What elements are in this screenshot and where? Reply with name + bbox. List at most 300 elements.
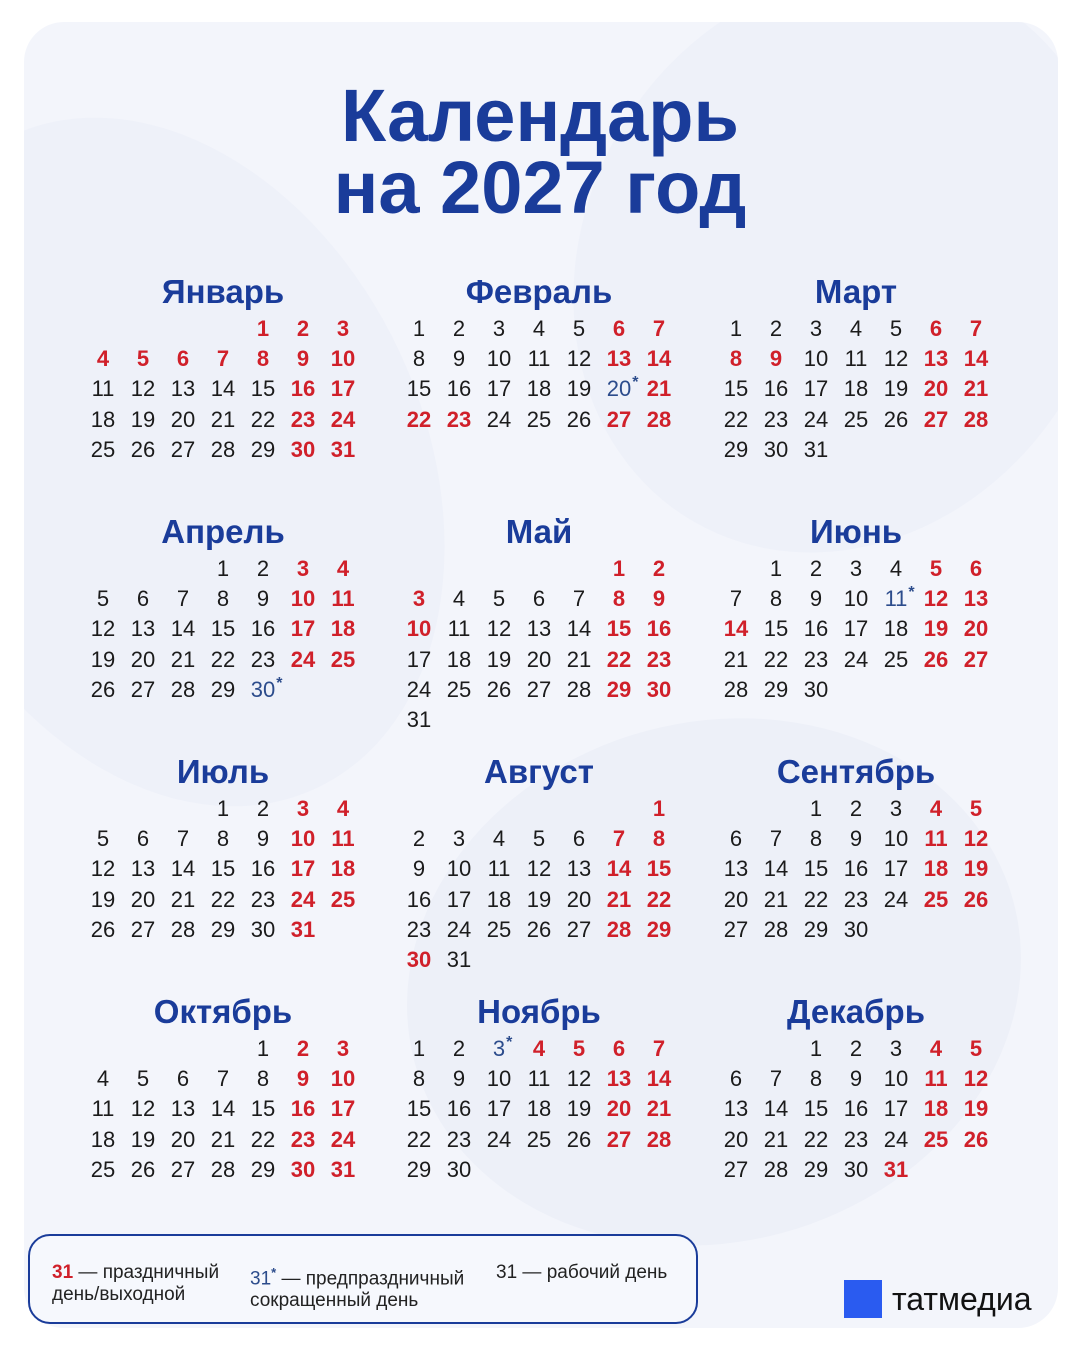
day-holiday: 12 xyxy=(963,1066,989,1092)
day-workday: 29 xyxy=(763,676,789,702)
day-holiday: 25 xyxy=(330,646,356,672)
day-holiday: 4 xyxy=(336,556,350,581)
day-workday: 20 xyxy=(130,886,156,912)
day-holiday: 19 xyxy=(963,856,989,882)
day-workday: 7 xyxy=(729,586,743,612)
empty-cell xyxy=(163,314,203,344)
day-workday: 9 xyxy=(256,826,270,852)
day-holiday: 11 xyxy=(924,826,948,852)
day-workday: 30 xyxy=(250,916,276,942)
day-holiday: 6 xyxy=(969,556,983,581)
day-holiday: 15 xyxy=(646,856,672,882)
day-workday: 14 xyxy=(763,1096,789,1122)
day-workday: 15 xyxy=(250,376,276,402)
day-workday: 6 xyxy=(136,586,150,612)
day-workday: 6 xyxy=(136,826,150,852)
month-block xyxy=(399,272,679,435)
day-holiday: 3 xyxy=(412,586,426,612)
empty-cell xyxy=(203,314,243,344)
day-workday: 1 xyxy=(412,1036,426,1061)
day-holiday: 13 xyxy=(606,346,632,372)
day-workday: 24 xyxy=(803,406,829,432)
empty-cell xyxy=(163,554,203,584)
empty-cell xyxy=(479,554,519,584)
day-workday: 6 xyxy=(729,1066,743,1092)
empty-cell xyxy=(756,794,796,824)
day-workday: 21 xyxy=(566,646,592,672)
day-workday: 29 xyxy=(250,1156,276,1182)
day-workday: 24 xyxy=(843,646,869,672)
day-workday: 8 xyxy=(256,1066,270,1092)
day-workday: 11 xyxy=(844,346,868,372)
day-holiday: 14 xyxy=(646,1066,672,1092)
day-workday: 24 xyxy=(486,1126,512,1152)
day-holiday: 19 xyxy=(963,1096,989,1122)
day-workday: 27 xyxy=(130,916,156,942)
month-name: Декабрь xyxy=(787,993,925,1030)
day-workday: 12 xyxy=(883,346,909,372)
month-days-grid xyxy=(83,314,363,465)
month-days-grid xyxy=(716,554,996,705)
day-workday: 2 xyxy=(849,1036,863,1061)
day-workday: 8 xyxy=(216,586,230,612)
empty-cell xyxy=(519,794,559,824)
day-holiday: 27 xyxy=(923,406,949,432)
day-holiday: 24 xyxy=(290,886,316,912)
empty-cell xyxy=(83,314,123,344)
day-holiday: 13 xyxy=(963,586,989,612)
day-holiday: 27 xyxy=(606,1126,632,1152)
empty-cell xyxy=(559,794,599,824)
day-workday: 8 xyxy=(216,826,230,852)
day-holiday: 5 xyxy=(136,346,150,372)
day-workday: 2 xyxy=(256,796,270,821)
day-workday: 28 xyxy=(170,916,196,942)
day-holiday: 19 xyxy=(923,616,949,642)
day-holiday: 22 xyxy=(406,406,432,432)
day-workday: 8 xyxy=(769,586,783,612)
day-workday: 28 xyxy=(723,676,749,702)
day-holiday: 7 xyxy=(969,316,983,341)
day-workday: 5 xyxy=(96,586,110,612)
day-holiday: 14 xyxy=(606,856,632,882)
day-holiday: 2 xyxy=(296,316,310,341)
day-workday: 23 xyxy=(843,1126,869,1152)
day-workday: 30 xyxy=(843,916,869,942)
day-workday: 16 xyxy=(803,616,829,642)
day-workday: 23 xyxy=(803,646,829,672)
day-workday: 2 xyxy=(809,556,823,581)
day-workday: 14 xyxy=(566,616,592,642)
day-holiday: 4 xyxy=(336,796,350,821)
day-holiday: 17 xyxy=(290,856,316,882)
day-workday: 6 xyxy=(729,826,743,852)
day-workday: 22 xyxy=(210,646,236,672)
day-workday: 11 xyxy=(447,616,471,642)
day-workday: 25 xyxy=(526,406,552,432)
day-workday: 17 xyxy=(883,1096,909,1122)
day-workday: 13 xyxy=(526,616,552,642)
day-workday: 15 xyxy=(250,1096,276,1122)
month-name: Март xyxy=(814,273,898,310)
day-holiday: 5 xyxy=(969,1036,983,1061)
day-workday: 25 xyxy=(446,676,472,702)
day-holiday: 31 xyxy=(883,1156,909,1182)
day-holiday: 4 xyxy=(96,346,110,372)
day-workday: 20 xyxy=(566,886,592,912)
day-holiday: 7 xyxy=(612,826,626,852)
day-workday: 1 xyxy=(729,316,743,341)
day-workday: 27 xyxy=(526,676,552,702)
month-days-grid xyxy=(83,554,363,705)
day-holiday: 23 xyxy=(290,1126,316,1152)
day-holiday: 30 xyxy=(290,436,316,462)
empty-cell xyxy=(83,554,123,584)
day-holiday: 2 xyxy=(652,556,666,581)
preholiday-star: * xyxy=(908,584,915,602)
day-holiday: 7 xyxy=(652,316,666,341)
day-workday: 2 xyxy=(412,826,426,852)
day-holiday: 10 xyxy=(290,586,316,612)
square-logo-icon xyxy=(844,1280,882,1318)
day-holiday: 18 xyxy=(330,856,356,882)
month-days-grid xyxy=(399,314,679,435)
day-holiday: 8 xyxy=(729,346,743,372)
day-workday: 10 xyxy=(883,1066,909,1092)
day-workday: 11 xyxy=(527,1066,551,1092)
legend-workday-text: 31 — рабочий день xyxy=(496,1262,668,1283)
empty-cell xyxy=(123,1034,163,1064)
day-holiday: 23 xyxy=(446,406,472,432)
month-block xyxy=(716,512,996,705)
day-workday: 19 xyxy=(130,406,156,432)
day-workday: 22 xyxy=(406,1126,432,1152)
day-workday: 18 xyxy=(883,616,909,642)
empty-cell xyxy=(559,554,599,584)
preholiday-star: * xyxy=(632,374,639,392)
month-name: Апрель xyxy=(161,513,285,550)
day-workday: 22 xyxy=(763,646,789,672)
day-workday: 19 xyxy=(566,376,592,402)
day-workday: 27 xyxy=(170,436,196,462)
day-workday: 8 xyxy=(412,346,426,372)
day-workday: 13 xyxy=(130,856,156,882)
legend-preholiday-text-1: — предпраздничный xyxy=(281,1268,465,1290)
decorative-blob xyxy=(347,651,1058,1314)
day-workday: 21 xyxy=(210,1126,236,1152)
month-block xyxy=(83,272,363,465)
day-workday: 27 xyxy=(170,1156,196,1182)
day-workday: 4 xyxy=(96,1066,110,1092)
day-workday: 3 xyxy=(889,1036,903,1061)
day-holiday: 14 xyxy=(646,346,672,372)
legend-holiday xyxy=(52,1262,219,1306)
day-workday: 23 xyxy=(446,1126,472,1152)
day-workday: 15 xyxy=(210,616,236,642)
empty-cell xyxy=(123,314,163,344)
day-holiday: 20 xyxy=(963,616,989,642)
day-holiday: 14 xyxy=(963,346,989,372)
day-workday: 16 xyxy=(446,376,472,402)
day-workday: 30 xyxy=(843,1156,869,1182)
day-holiday: 16 xyxy=(646,616,672,642)
day-holiday: 29 xyxy=(646,916,672,942)
legend xyxy=(28,1234,698,1324)
day-workday: 5 xyxy=(532,826,546,852)
day-holiday: 12 xyxy=(963,826,989,852)
day-holiday: 15 xyxy=(606,616,632,642)
day-workday: 22 xyxy=(210,886,236,912)
month-block xyxy=(399,992,679,1185)
day-holiday: 4 xyxy=(929,796,943,821)
day-workday: 18 xyxy=(486,886,512,912)
day-workday: 9 xyxy=(256,586,270,612)
day-workday: 4 xyxy=(452,586,466,612)
day-workday: 20 xyxy=(723,1126,749,1152)
day-workday: 1 xyxy=(216,556,230,581)
day-holiday: 21 xyxy=(646,376,672,402)
day-workday: 17 xyxy=(843,616,869,642)
day-holiday: 11 xyxy=(924,1066,948,1092)
empty-cell xyxy=(163,794,203,824)
day-holiday: 28 xyxy=(963,406,989,432)
empty-cell xyxy=(399,794,439,824)
day-holiday: 22 xyxy=(646,886,672,912)
day-holiday: 9 xyxy=(769,346,783,372)
month-days-grid xyxy=(83,794,363,945)
day-holiday: 30 xyxy=(290,1156,316,1182)
day-workday: 21 xyxy=(763,1126,789,1152)
day-holiday: 22 xyxy=(606,646,632,672)
day-workday: 31 xyxy=(406,706,432,732)
day-workday: 4 xyxy=(849,316,863,341)
day-workday: 29 xyxy=(723,436,749,462)
day-holiday: 17 xyxy=(330,1096,356,1122)
day-workday: 19 xyxy=(90,886,116,912)
day-holiday: 5 xyxy=(969,796,983,821)
empty-cell xyxy=(83,1034,123,1064)
day-holiday: 11 xyxy=(331,826,355,852)
day-workday: 19 xyxy=(486,646,512,672)
day-workday: 20 xyxy=(170,406,196,432)
day-holiday: 9 xyxy=(296,346,310,372)
day-holiday: 30 xyxy=(646,676,672,702)
day-holiday: 6 xyxy=(612,1036,626,1061)
day-workday: 29 xyxy=(210,676,236,702)
day-holiday: 13 xyxy=(606,1066,632,1092)
day-holiday: 1 xyxy=(256,316,270,341)
day-holiday: 27 xyxy=(963,646,989,672)
day-workday: 26 xyxy=(486,676,512,702)
empty-cell xyxy=(756,1034,796,1064)
day-workday: 7 xyxy=(769,826,783,852)
day-workday: 20 xyxy=(526,646,552,672)
empty-cell xyxy=(519,554,559,584)
day-workday: 19 xyxy=(526,886,552,912)
empty-cell xyxy=(599,794,639,824)
day-holiday: 9 xyxy=(296,1066,310,1092)
empty-cell xyxy=(203,1034,243,1064)
day-workday: 13 xyxy=(566,856,592,882)
day-workday: 23 xyxy=(843,886,869,912)
day-holiday: 2 xyxy=(296,1036,310,1061)
brand-name: татмедиа xyxy=(892,1281,1032,1317)
day-workday: 11 xyxy=(527,346,551,372)
empty-cell xyxy=(123,794,163,824)
day-holiday: 18 xyxy=(923,856,949,882)
day-workday: 30 xyxy=(446,1156,472,1182)
day-holiday: 1 xyxy=(612,556,626,581)
empty-cell xyxy=(716,1034,756,1064)
day-workday: 15 xyxy=(406,376,432,402)
day-workday: 21 xyxy=(170,646,196,672)
day-workday: 29 xyxy=(406,1156,432,1182)
day-workday: 12 xyxy=(566,346,592,372)
empty-cell xyxy=(716,794,756,824)
page-title-line-2: на 2027 год xyxy=(333,146,747,229)
day-workday: 29 xyxy=(803,1156,829,1182)
day-holiday: 4 xyxy=(929,1036,943,1061)
preholiday-star: * xyxy=(506,1034,513,1051)
day-workday: 11 xyxy=(91,376,115,402)
day-holiday: 5 xyxy=(572,1036,586,1061)
day-workday: 25 xyxy=(526,1126,552,1152)
day-workday: 3 xyxy=(492,316,506,341)
day-workday: 16 xyxy=(250,856,276,882)
day-workday: 14 xyxy=(763,856,789,882)
day-workday: 26 xyxy=(90,916,116,942)
day-workday: 12 xyxy=(130,376,156,402)
day-holiday: 6 xyxy=(176,346,190,372)
day-workday: 26 xyxy=(883,406,909,432)
day-workday: 16 xyxy=(843,1096,869,1122)
day-workday: 5 xyxy=(492,586,506,612)
day-workday: 14 xyxy=(210,376,236,402)
day-workday: 22 xyxy=(803,886,829,912)
day-holiday: 16 xyxy=(290,1096,316,1122)
day-holiday: 10 xyxy=(406,616,432,642)
day-workday: 26 xyxy=(566,406,592,432)
day-preholiday: 11 * xyxy=(876,584,916,614)
day-holiday: 9 xyxy=(652,586,666,612)
month-name: Май xyxy=(505,513,573,550)
day-workday: 5 xyxy=(889,316,903,341)
day-holiday: 13 xyxy=(923,346,949,372)
day-holiday: 4 xyxy=(532,1036,546,1061)
day-holiday: 26 xyxy=(963,1126,989,1152)
day-workday: 3 xyxy=(452,826,466,852)
day-workday: 10 xyxy=(843,586,869,612)
day-workday: 27 xyxy=(566,916,592,942)
day-holiday: 31 xyxy=(330,436,356,462)
day-holiday: 17 xyxy=(330,376,356,402)
day-holiday: 7 xyxy=(652,1036,666,1061)
legend-holiday-text-1: — праздничный xyxy=(78,1262,220,1283)
day-workday: 19 xyxy=(566,1096,592,1122)
day-workday: 3 xyxy=(809,316,823,341)
day-holiday: 12 xyxy=(923,586,949,612)
day-holiday: 18 xyxy=(923,1096,949,1122)
day-workday: 1 xyxy=(809,796,823,821)
legend-preholiday xyxy=(250,1262,464,1312)
day-workday: 17 xyxy=(406,646,432,672)
day-workday: 3 xyxy=(849,556,863,581)
day-holiday: 24 xyxy=(290,646,316,672)
day-holiday: 31 xyxy=(330,1156,356,1182)
day-holiday: 20 xyxy=(923,376,949,402)
day-workday: 10 xyxy=(883,826,909,852)
day-holiday: 3 xyxy=(336,316,350,341)
day-holiday: 6 xyxy=(612,316,626,341)
day-workday: 12 xyxy=(90,616,116,642)
day-workday: 5 xyxy=(572,316,586,341)
day-workday: 7 xyxy=(769,1066,783,1092)
day-holiday: 30 xyxy=(406,946,432,972)
day-workday: 25 xyxy=(883,646,909,672)
day-workday: 21 xyxy=(763,886,789,912)
day-workday: 26 xyxy=(130,436,156,462)
day-workday: 13 xyxy=(170,1096,196,1122)
day-holiday: 21 xyxy=(963,376,989,402)
day-workday: 18 xyxy=(90,1126,116,1152)
day-holiday: 3 xyxy=(336,1036,350,1061)
month-days-grid xyxy=(83,1034,363,1185)
day-workday: 22 xyxy=(803,1126,829,1152)
day-workday: 28 xyxy=(763,916,789,942)
day-workday: 23 xyxy=(763,406,789,432)
day-workday: 24 xyxy=(446,916,472,942)
day-holiday: 6 xyxy=(929,316,943,341)
day-holiday: 18 xyxy=(330,616,356,642)
month-name: Июль xyxy=(176,753,270,790)
day-workday: 25 xyxy=(90,436,116,462)
day-workday: 18 xyxy=(526,1096,552,1122)
day-workday: 1 xyxy=(412,316,426,341)
legend-preholiday-number: 31 xyxy=(250,1268,272,1290)
day-workday: 8 xyxy=(412,1066,426,1092)
day-workday: 24 xyxy=(883,1126,909,1152)
page-title-line-1: Календарь xyxy=(341,74,739,157)
day-workday: 17 xyxy=(803,376,829,402)
day-workday: 20 xyxy=(723,886,749,912)
day-workday: 6 xyxy=(532,586,546,612)
day-holiday: 16 xyxy=(290,376,316,402)
day-workday: 10 xyxy=(486,1066,512,1092)
day-holiday: 26 xyxy=(923,646,949,672)
month-name: Август xyxy=(484,753,594,790)
day-holiday: 8 xyxy=(612,586,626,612)
day-holiday: 27 xyxy=(606,406,632,432)
day-workday: 6 xyxy=(572,826,586,852)
month-days-grid xyxy=(716,794,996,945)
month-days-grid xyxy=(716,1034,996,1185)
day-holiday: 1 xyxy=(652,796,666,821)
day-workday: 26 xyxy=(566,1126,592,1152)
day-workday: 26 xyxy=(90,676,116,702)
day-workday: 12 xyxy=(90,856,116,882)
day-holiday: 11 xyxy=(331,586,355,612)
month-name: Февраль xyxy=(465,273,613,310)
day-workday: 2 xyxy=(452,316,466,341)
day-holiday: 28 xyxy=(646,1126,672,1152)
day-workday: 15 xyxy=(803,856,829,882)
day-workday: 9 xyxy=(809,586,823,612)
day-workday: 9 xyxy=(452,346,466,372)
day-workday: 23 xyxy=(250,646,276,672)
day-workday: 5 xyxy=(96,826,110,852)
day-workday: 28 xyxy=(763,1156,789,1182)
day-workday: 12 xyxy=(486,616,512,642)
